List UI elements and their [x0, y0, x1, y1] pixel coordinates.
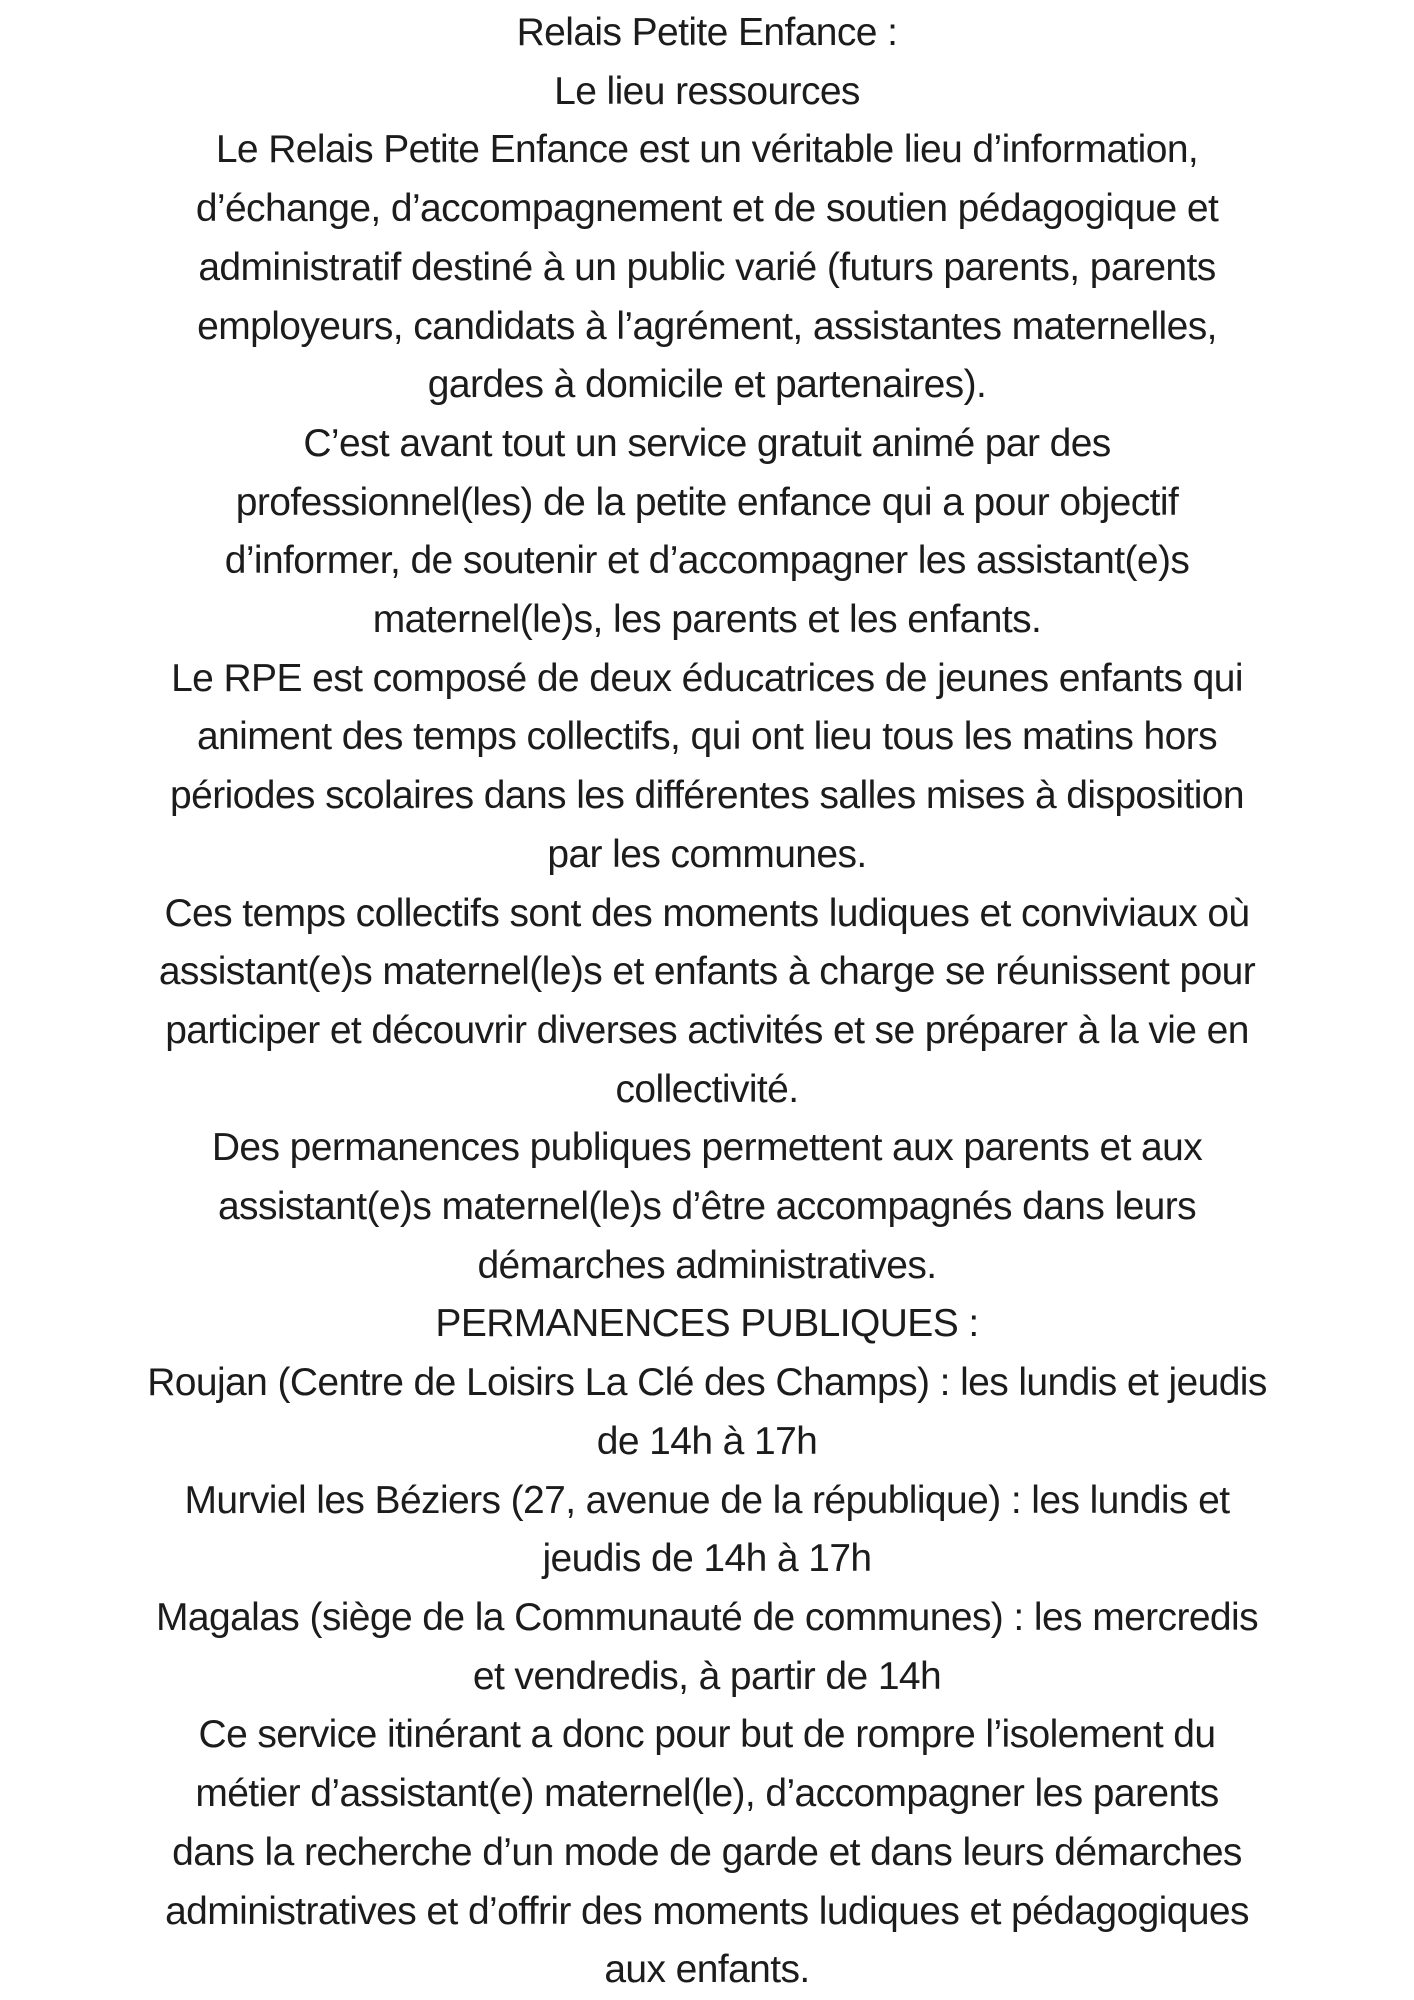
text-line: par les communes. — [547, 832, 867, 876]
title-line: Le lieu ressources — [554, 69, 860, 113]
text-line: Des permanences publiques permettent aux parents et aux — [211, 1126, 1203, 1170]
text-line: de 14h à 17h — [596, 1419, 818, 1463]
text-line: participer et découvrir diverses activités et se préparer à la vie en — [165, 1008, 1249, 1052]
text-line: Roujan (Centre de Loisirs La Clé des Champs) : les lundis et jeudis — [147, 1361, 1267, 1405]
text-line: aux enfants. — [604, 1948, 810, 1992]
text-line: assistant(e)s maternel(le)s et enfants à charge se réunissent pour — [158, 950, 1256, 994]
text-line: métier d’assistant(e) maternel(le), d’accompagner les parents — [195, 1772, 1219, 1816]
text-line: d’échange, d’accompagnement et de soutien pédagogique et — [195, 187, 1219, 231]
text-line: périodes scolaires dans les différentes salles mises à disposition — [170, 774, 1244, 818]
text-line: Le RPE est composé de deux éducatrices de jeunes enfants qui — [171, 656, 1243, 700]
text-line: gardes à domicile et partenaires). — [427, 363, 987, 407]
text-line: d’informer, de soutenir et d’accompagner les assistant(e)s — [224, 539, 1190, 583]
text-line: Magalas (siège de la Communauté de communes) : les mercredis — [156, 1595, 1258, 1639]
text-line: collectivité. — [615, 1067, 799, 1111]
text-line: employeurs, candidats à l’agrément, assistantes maternelles, — [197, 304, 1217, 348]
text-line: animent des temps collectifs, qui ont lieu tous les matins hors — [196, 715, 1218, 759]
text-line: Ces temps collectifs sont des moments ludiques et conviviaux où — [164, 891, 1250, 935]
text-line: maternel(le)s, les parents et les enfants. — [372, 598, 1042, 642]
text-line: et vendredis, à partir de 14h — [472, 1654, 942, 1698]
text-line: assistant(e)s maternel(le)s d’être accompagnés dans leurs — [217, 1185, 1197, 1229]
text-line: démarches administratives. — [477, 1243, 937, 1287]
title-line: Relais Petite Enfance : — [516, 11, 898, 54]
text-line: jeudis de 14h à 17h — [542, 1537, 872, 1581]
text-line: administratives et d’offrir des moments ludiques et pédagogiques — [165, 1889, 1249, 1933]
text-line: dans la recherche d’un mode de garde et dans leurs démarches — [172, 1830, 1242, 1874]
text-line: professionnel(les) de la petite enfance qui a pour objectif — [235, 480, 1179, 524]
text-line: Ce service itinérant a donc pour but de rompre l’isolement du — [198, 1713, 1216, 1757]
text-line: Murviel les Béziers (27, avenue de la république) : les lundis et — [184, 1478, 1230, 1522]
text-line: C’est avant tout un service gratuit animé par des — [303, 421, 1111, 465]
text-line: administratif destiné à un public varié (futurs parents, parents — [198, 245, 1216, 289]
text-line: Le Relais Petite Enfance est un véritable lieu d’information, — [215, 128, 1199, 172]
section-heading-line: PERMANENCES PUBLIQUES : — [435, 1302, 979, 1346]
